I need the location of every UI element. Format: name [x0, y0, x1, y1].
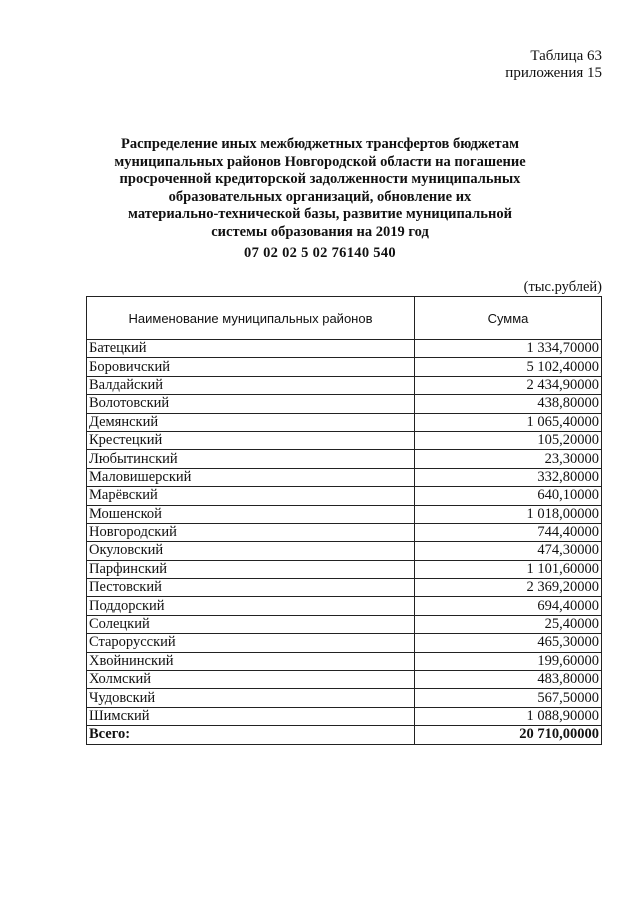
table-row [87, 652, 602, 670]
table-row [87, 413, 602, 431]
district-name-cell: Холмский [87, 671, 415, 689]
sum-cell: 23,30000 [415, 450, 602, 468]
table-row [87, 450, 602, 468]
table-header-row [87, 297, 602, 340]
sum-cell: 25,40000 [415, 615, 602, 633]
table-row [87, 487, 602, 505]
budget-classification-code: 07 02 02 5 02 76140 540 [244, 245, 396, 261]
title-line: Распределение иных межбюджетных трансфертов бюджетам [121, 136, 519, 152]
table-row [87, 707, 602, 725]
district-name-cell: Боровичский [87, 358, 415, 376]
district-name-cell: Батецкий [87, 340, 415, 358]
sum-cell: 5 102,40000 [415, 358, 602, 376]
title-line: муниципальных районов Новгородской области на погашение [114, 153, 526, 170]
district-name-cell: Мошенской [87, 505, 415, 523]
table-row [87, 395, 602, 413]
table-row [87, 597, 602, 615]
sum-cell: 640,10000 [415, 487, 602, 505]
distribution-table [86, 296, 602, 745]
district-name-cell: Любытинский [87, 450, 415, 468]
table-row [87, 671, 602, 689]
sum-cell: 1 088,90000 [415, 707, 602, 725]
district-name-cell: Солецкий [87, 615, 415, 633]
district-name-cell: Пестовский [87, 579, 415, 597]
district-name-cell: Окуловский [87, 542, 415, 560]
district-name-cell: Демянский [87, 413, 415, 431]
district-name-cell: Маловишерский [87, 468, 415, 486]
sum-cell: 1 018,00000 [415, 505, 602, 523]
district-name-cell: Новгородский [87, 523, 415, 541]
appendix-number: приложения 15 [505, 65, 602, 81]
sum-cell: 694,40000 [415, 597, 602, 615]
sum-cell: 744,40000 [415, 523, 602, 541]
units-label: (тыс.рублей) [523, 279, 602, 295]
district-name-cell: Волотовский [87, 395, 415, 413]
total-row [87, 726, 602, 744]
title-line: материально-технической базы, развитие муниципальной [128, 206, 512, 223]
table-row [87, 431, 602, 449]
sum-cell: 105,20000 [415, 431, 602, 449]
table-row [87, 560, 602, 578]
sum-cell: 483,80000 [415, 671, 602, 689]
table-row [87, 523, 602, 541]
table-row [87, 689, 602, 707]
sum-cell: 2 434,90000 [415, 376, 602, 394]
sum-cell: 2 369,20000 [415, 579, 602, 597]
table-row [87, 340, 602, 358]
district-name-cell: Крестецкий [87, 431, 415, 449]
title-line: образовательных организаций, обновление их [168, 188, 472, 205]
total-sum: 20 710,00000 [415, 726, 602, 744]
table-reference [505, 48, 602, 82]
table-row [87, 542, 602, 560]
title-line: системы образования на 2019 год [211, 223, 429, 240]
district-name-cell: Марёвский [87, 487, 415, 505]
sum-cell: 465,30000 [415, 634, 602, 652]
sum-cell: 199,60000 [415, 652, 602, 670]
sum-cell: 332,80000 [415, 468, 602, 486]
sum-cell: 1 101,60000 [415, 560, 602, 578]
table-row [87, 579, 602, 597]
district-name-cell: Валдайский [87, 376, 415, 394]
table-row [87, 376, 602, 394]
table-row [87, 358, 602, 376]
table-row [87, 634, 602, 652]
table-number: Таблица 63 [530, 48, 602, 64]
district-name-cell: Парфинский [87, 560, 415, 578]
table-row [87, 505, 602, 523]
sum-cell: 438,80000 [415, 395, 602, 413]
district-name-cell: Поддорский [87, 597, 415, 615]
total-label: Всего: [87, 726, 415, 744]
district-name-cell: Чудовский [87, 689, 415, 707]
header-district-name: Наименование муниципальных районов [87, 297, 415, 340]
sum-cell: 1 065,40000 [415, 413, 602, 431]
title-line: просроченной кредиторской задолженности муниципальных [119, 171, 521, 188]
district-name-cell: Хвойнинский [87, 652, 415, 670]
district-name-cell: Шимский [87, 707, 415, 725]
document-title [110, 136, 530, 242]
sum-cell: 474,30000 [415, 542, 602, 560]
district-name-cell: Старорусский [87, 634, 415, 652]
sum-cell: 567,50000 [415, 689, 602, 707]
table-row [87, 468, 602, 486]
sum-cell: 1 334,70000 [415, 340, 602, 358]
table-row [87, 615, 602, 633]
header-sum: Сумма [415, 297, 602, 340]
